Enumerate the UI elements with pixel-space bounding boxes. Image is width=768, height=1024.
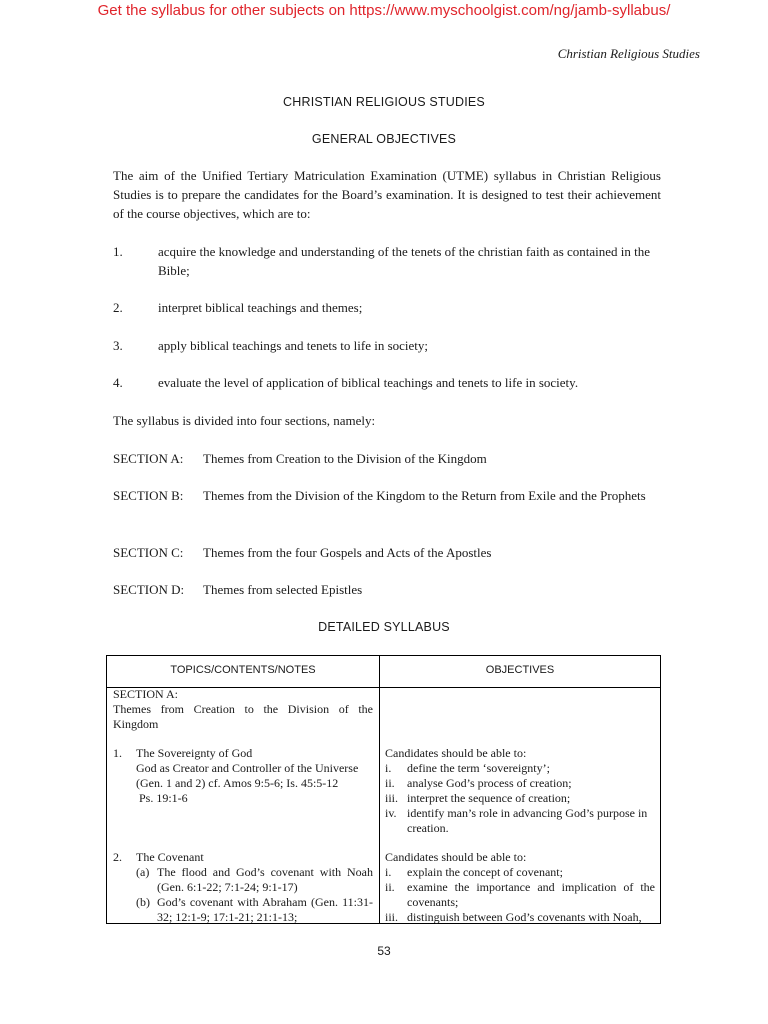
section-item <box>113 543 661 562</box>
header-topics: TOPICS/CONTENTS/NOTES <box>170 664 316 676</box>
topic-2-objectives <box>385 850 655 925</box>
section-item <box>113 580 661 599</box>
sub-topic <box>136 895 373 925</box>
topic-title: The Covenant <box>136 850 204 864</box>
roman-numeral: ii. <box>385 880 395 894</box>
sub-topic <box>136 865 373 895</box>
objective-row <box>385 910 655 925</box>
section-code: SECTION C: <box>113 545 184 560</box>
section-a-label: SECTION A: <box>113 687 179 701</box>
sub-topic-letter: (b) <box>136 895 150 909</box>
section-item <box>113 449 661 468</box>
header-objectives: OBJECTIVES <box>485 664 555 676</box>
page-number: 53 <box>377 944 391 958</box>
topic-1-objectives <box>385 746 655 836</box>
objective-row <box>385 761 655 776</box>
objective-row <box>385 880 655 910</box>
objective-item <box>113 298 661 317</box>
sections-intro: The syllabus is divided into four sections, namely: <box>113 413 376 428</box>
objective-text: analyse God’s process of creation; <box>407 776 572 790</box>
objective-text: acquire the knowledge and understanding of the tenets of the christian faith as contained in the Bible; <box>158 244 651 278</box>
topic-2 <box>113 850 373 925</box>
running-head: Christian Religious Studies <box>557 46 700 61</box>
topic-line: Ps. 19:1-6 <box>139 791 188 805</box>
roman-numeral: iii. <box>385 791 399 805</box>
roman-numeral: iii. <box>385 910 399 924</box>
section-code: SECTION B: <box>113 488 184 503</box>
syllabus-link-banner[interactable]: Get the syllabus for other subjects on https://www.myschoolgist.com/ng/jamb-syllabus/ <box>97 2 671 19</box>
objective-text: apply biblical teachings and tenets to life in society; <box>158 338 429 353</box>
objective-number: 2. <box>113 300 123 315</box>
topic-line: God as Creator and Controller of the Universe <box>136 761 359 775</box>
objective-text: interpret biblical teachings and themes; <box>158 300 363 315</box>
objective-row <box>385 806 655 836</box>
section-a-title: Themes from Creation to the Division of the Kingdom <box>113 702 373 731</box>
syllabus-table <box>106 655 661 924</box>
objective-row <box>385 865 655 880</box>
objectives-intro: Candidates should be able to: <box>385 746 527 760</box>
roman-numeral: iv. <box>385 806 397 820</box>
objective-number: 4. <box>113 375 123 390</box>
section-text: Themes from selected Epistles <box>203 582 363 597</box>
section-text: Themes from the four Gospels and Acts of the Apostles <box>203 545 492 560</box>
objective-item <box>113 242 661 280</box>
section-item <box>113 486 661 505</box>
sub-topic-letter: (a) <box>136 865 150 879</box>
objective-row <box>385 791 655 806</box>
objectives-intro: Candidates should be able to: <box>385 850 527 864</box>
column-divider <box>379 656 380 923</box>
objective-number: 1. <box>113 244 123 259</box>
sub-topic-text: God’s covenant with Abraham (Gen. 11:31-32; 12:1-9; 17:1-21; 21:1-13; <box>157 895 373 924</box>
topic-title: The Sovereignty of God <box>136 746 253 760</box>
sub-topic-text: The flood and God’s covenant with Noah (Gen. 6:1-22; 7:1-24; 9:1-17) <box>157 865 373 894</box>
roman-numeral: i. <box>385 865 392 879</box>
objective-text: explain the concept of covenant; <box>407 865 563 879</box>
general-objectives-heading: GENERAL OBJECTIVES <box>311 132 457 146</box>
objective-text: define the term ‘sovereignty’; <box>407 761 550 775</box>
topic-line: (Gen. 1 and 2) cf. Amos 9:5-6; Is. 45:5-12 <box>136 776 339 790</box>
objective-item <box>113 336 661 355</box>
roman-numeral: i. <box>385 761 392 775</box>
roman-numeral: ii. <box>385 776 395 790</box>
section-code: SECTION D: <box>113 582 185 597</box>
section-text: Themes from the Division of the Kingdom to the Return from Exile and the Prophets <box>203 488 646 503</box>
objective-text: identify man’s role in advancing God’s purpose in creation. <box>407 806 648 835</box>
intro-paragraph: The aim of the Unified Tertiary Matriculation Examination (UTME) syllabus in Christian Religious Studies is to prepare the candidates for the Board’s examination. It is designed to test their achievement of the course objectives, which are to: <box>113 168 661 221</box>
objective-text: distinguish between God’s covenants with Noah, <box>407 910 642 924</box>
objective-item <box>113 373 661 392</box>
detailed-syllabus-heading: DETAILED SYLLABUS <box>318 620 450 634</box>
section-code: SECTION A: <box>113 451 184 466</box>
objective-text: evaluate the level of application of biblical teachings and tenets to life in society. <box>158 375 579 390</box>
objective-row <box>385 776 655 791</box>
objective-text: interpret the sequence of creation; <box>407 791 571 805</box>
topic-number: 1. <box>113 746 122 760</box>
objective-text: examine the importance and implication of the covenants; <box>407 880 655 909</box>
topic-number: 2. <box>113 850 122 864</box>
objective-number: 3. <box>113 338 123 353</box>
page-title: CHRISTIAN RELIGIOUS STUDIES <box>283 95 485 109</box>
section-text: Themes from Creation to the Division of the Kingdom <box>203 451 487 466</box>
topic-1 <box>113 746 373 806</box>
